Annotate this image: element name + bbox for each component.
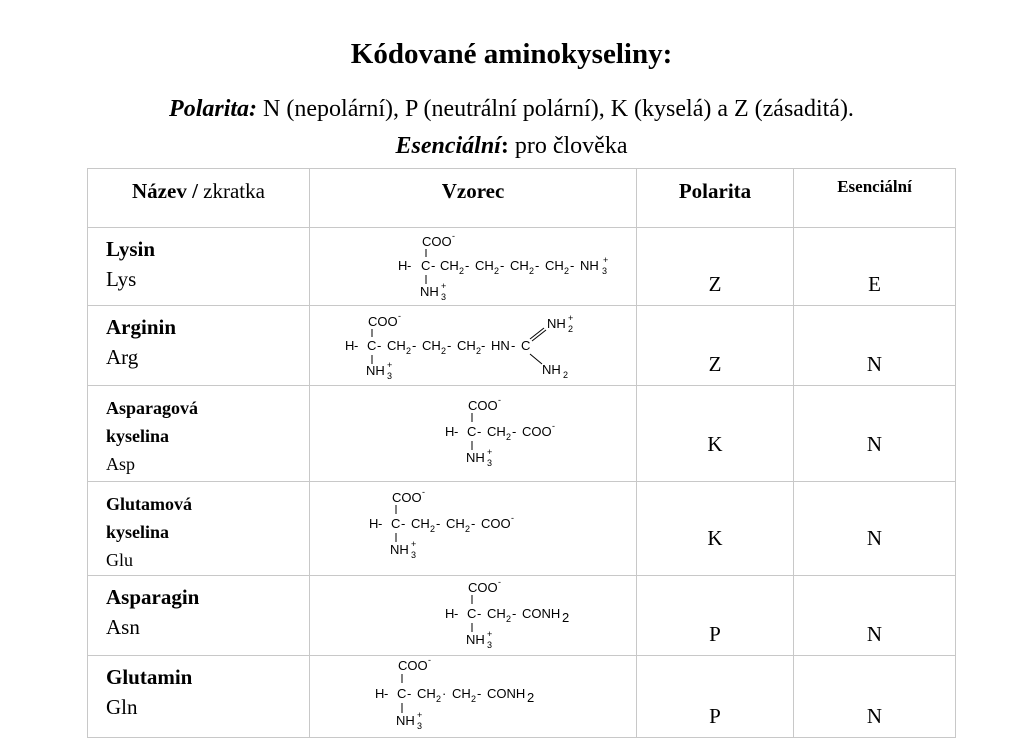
svg-text:-: - <box>570 258 575 273</box>
formula-asparagin <box>310 576 637 656</box>
svg-text:CH: CH <box>545 258 564 273</box>
svg-text:2: 2 <box>476 346 482 356</box>
formula-asparagova-kyselina <box>310 386 637 482</box>
header-essential: Esenciální <box>794 169 956 228</box>
svg-text:-: - <box>477 424 482 439</box>
svg-text:3: 3 <box>441 292 447 300</box>
svg-text:-: - <box>398 311 401 321</box>
svg-text:H: H <box>445 424 455 439</box>
formula-glutamova-kyselina <box>310 482 637 576</box>
essential-cell: N <box>794 386 956 482</box>
svg-text:3: 3 <box>602 266 608 276</box>
svg-text:C: C <box>367 338 377 353</box>
svg-text:H: H <box>375 686 385 701</box>
essential-cell: E <box>794 228 956 306</box>
svg-text:2: 2 <box>494 266 500 276</box>
svg-text:-: - <box>511 513 514 523</box>
svg-text:-: - <box>431 258 436 273</box>
svg-text:COO: COO <box>392 490 422 505</box>
polarity-cell: P <box>637 656 794 738</box>
essential-cell: N <box>794 482 956 576</box>
polarity-cell: K <box>637 482 794 576</box>
svg-text:3: 3 <box>487 640 493 650</box>
svg-text:-: - <box>477 606 482 621</box>
svg-text:CH: CH <box>452 686 471 701</box>
formula-lysin <box>310 228 637 306</box>
svg-text:HN: HN <box>491 338 510 353</box>
table-row <box>88 576 956 656</box>
svg-text:H: H <box>398 258 408 273</box>
svg-text:3: 3 <box>487 458 493 468</box>
row-name-cell: Asparagová kyselina Asp <box>88 386 310 482</box>
svg-text:CH: CH <box>487 606 506 621</box>
table-row <box>88 306 956 386</box>
svg-text:-: - <box>428 656 431 665</box>
svg-text:COO: COO <box>522 424 552 439</box>
svg-text:2: 2 <box>562 610 570 625</box>
table-row <box>88 656 956 738</box>
svg-text:-: - <box>512 424 517 439</box>
svg-text:NH: NH <box>466 450 485 465</box>
svg-text:NH: NH <box>366 363 385 378</box>
svg-text:COO: COO <box>468 580 498 595</box>
svg-text:·: · <box>442 686 447 701</box>
svg-text:C: C <box>397 686 407 701</box>
polarity-legend-text: N (nepolární), P (neutrální polární), K (kyselá) a Z (zásaditá). <box>257 96 854 122</box>
row-name-cell: Arginin Arg <box>88 306 310 386</box>
svg-text:-: - <box>447 338 452 353</box>
svg-text:-: - <box>378 516 383 531</box>
svg-text:-: - <box>512 606 517 621</box>
svg-text:CH: CH <box>440 258 459 273</box>
svg-text:-: - <box>452 231 455 241</box>
row-name-cell: Lysin Lys <box>88 228 310 306</box>
svg-text:C: C <box>521 338 531 353</box>
svg-text:2: 2 <box>506 432 512 442</box>
svg-text:2: 2 <box>506 614 512 624</box>
svg-text:-: - <box>407 686 412 701</box>
essential-legend-colon: : <box>500 133 509 159</box>
svg-text:-: - <box>422 487 425 497</box>
svg-text:CONH: CONH <box>522 606 561 621</box>
header-polarity: Polarita <box>637 169 794 228</box>
svg-text:-: - <box>465 258 470 273</box>
svg-text:-: - <box>477 686 482 701</box>
svg-text:2: 2 <box>441 346 447 356</box>
row-name-cell: Glutamová kyselina Glu <box>88 482 310 576</box>
svg-text:-: - <box>384 686 389 701</box>
polarity-cell: K <box>637 386 794 482</box>
svg-text:H: H <box>345 338 355 353</box>
svg-text:-: - <box>498 577 501 587</box>
svg-text:+: + <box>411 539 417 549</box>
svg-text:+: + <box>417 710 423 720</box>
svg-text:-: - <box>535 258 540 273</box>
svg-text:3: 3 <box>387 371 393 380</box>
svg-text:2: 2 <box>529 266 535 276</box>
table-row <box>88 386 956 482</box>
svg-text:C: C <box>467 606 477 621</box>
formula-arginin <box>310 306 637 386</box>
essential-legend-label: Esenciální <box>395 133 501 159</box>
header-name-bold: Název / <box>132 179 198 203</box>
svg-text:2: 2 <box>430 524 436 534</box>
svg-text:CH: CH <box>411 516 430 531</box>
svg-text:COO: COO <box>468 398 498 413</box>
polarity-cell: P <box>637 576 794 656</box>
svg-text:NH: NH <box>542 362 561 377</box>
svg-text:CH: CH <box>387 338 406 353</box>
svg-text:-: - <box>481 338 486 353</box>
page-title: Kódované aminokyseliny: <box>350 38 673 70</box>
svg-text:-: - <box>412 338 417 353</box>
svg-text:+: + <box>487 447 493 457</box>
svg-text:+: + <box>487 629 493 639</box>
svg-text:-: - <box>436 516 441 531</box>
svg-text:CH: CH <box>446 516 465 531</box>
header-name-plain: zkratka <box>197 179 265 203</box>
svg-text:COO: COO <box>422 234 452 249</box>
row-name-cell: Glutamin Gln <box>88 656 310 738</box>
svg-text:2: 2 <box>568 324 574 334</box>
polarity-legend <box>0 96 1023 123</box>
svg-text:-: - <box>471 516 476 531</box>
essential-cell: N <box>794 576 956 656</box>
header-name <box>88 169 310 228</box>
svg-text:-: - <box>498 395 501 405</box>
svg-text:2: 2 <box>459 266 465 276</box>
polarity-cell: Z <box>637 306 794 386</box>
row-name-cell: Asparagin Asn <box>88 576 310 656</box>
svg-text:CH: CH <box>457 338 476 353</box>
svg-text:NH: NH <box>466 632 485 647</box>
essential-legend <box>0 133 1023 160</box>
svg-text:+: + <box>387 360 393 370</box>
svg-text:CH: CH <box>487 424 506 439</box>
svg-text:-: - <box>552 421 555 431</box>
svg-text:-: - <box>407 258 412 273</box>
polarity-legend-label: Polarita: <box>169 96 258 122</box>
svg-text:NH: NH <box>396 713 415 728</box>
svg-text:2: 2 <box>563 370 569 380</box>
formula-glutamin <box>310 656 637 738</box>
svg-text:2: 2 <box>527 690 535 705</box>
svg-text:3: 3 <box>411 550 417 560</box>
svg-text:+: + <box>441 281 447 291</box>
svg-text:-: - <box>454 424 459 439</box>
svg-text:COO: COO <box>481 516 511 531</box>
svg-text:NH: NH <box>547 316 566 331</box>
table-header-row <box>88 169 956 228</box>
svg-text:H: H <box>369 516 379 531</box>
svg-text:NH: NH <box>420 284 439 299</box>
svg-text:CH: CH <box>417 686 436 701</box>
essential-legend-text: pro člověka <box>508 133 628 159</box>
svg-text:-: - <box>500 258 505 273</box>
svg-text:-: - <box>354 338 359 353</box>
svg-text:2: 2 <box>436 694 442 704</box>
polarity-cell: Z <box>637 228 794 306</box>
svg-text:CH: CH <box>510 258 529 273</box>
header-formula: Vzorec <box>310 169 637 228</box>
svg-text:2: 2 <box>406 346 412 356</box>
svg-text:C: C <box>421 258 431 273</box>
svg-text:H: H <box>445 606 455 621</box>
svg-text:2: 2 <box>564 266 570 276</box>
svg-text:+: + <box>568 313 574 323</box>
svg-text:COO: COO <box>398 658 428 673</box>
svg-text:-: - <box>377 338 382 353</box>
svg-text:C: C <box>391 516 401 531</box>
amino-acid-table <box>87 168 956 738</box>
svg-text:3: 3 <box>417 721 423 731</box>
svg-text:+: + <box>603 255 609 265</box>
essential-cell: N <box>794 656 956 738</box>
svg-text:COO: COO <box>368 314 398 329</box>
svg-text:-: - <box>511 338 516 353</box>
svg-text:CH: CH <box>422 338 441 353</box>
svg-text:-: - <box>454 606 459 621</box>
svg-text:C: C <box>467 424 477 439</box>
table-row <box>88 228 956 306</box>
essential-cell: N <box>794 306 956 386</box>
table-row <box>88 482 956 576</box>
svg-text:NH: NH <box>580 258 599 273</box>
svg-text:2: 2 <box>471 694 477 704</box>
svg-text:-: - <box>401 516 406 531</box>
svg-text:2: 2 <box>465 524 471 534</box>
svg-text:CONH: CONH <box>487 686 526 701</box>
svg-text:CH: CH <box>475 258 494 273</box>
svg-text:NH: NH <box>390 542 409 557</box>
